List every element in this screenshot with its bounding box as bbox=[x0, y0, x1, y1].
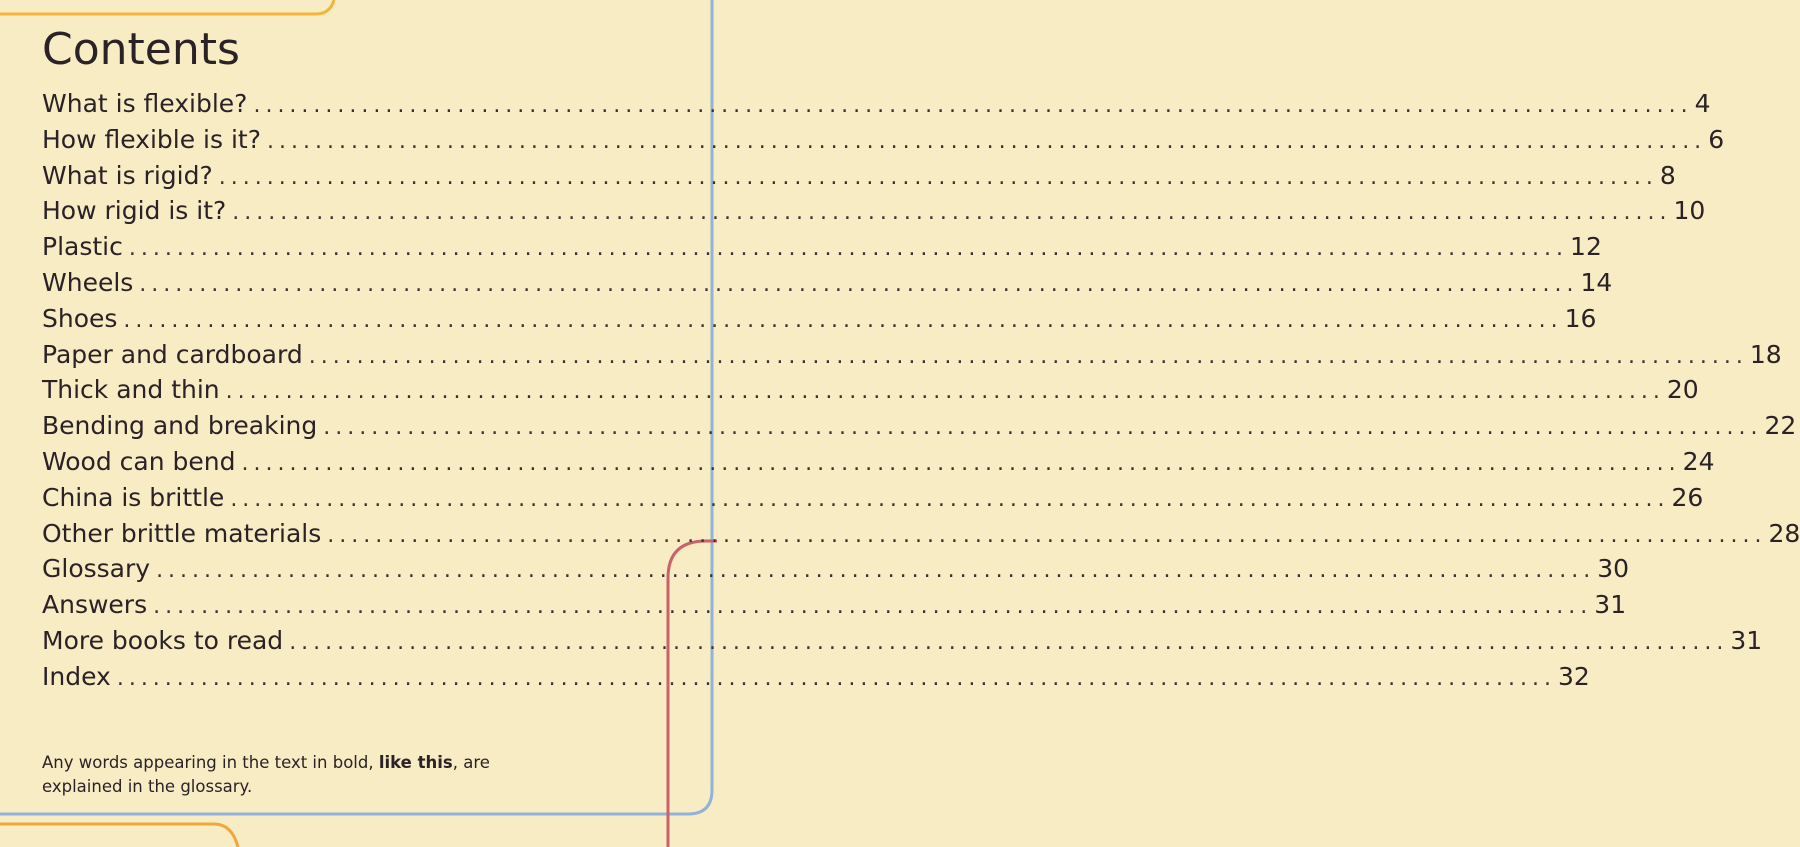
toc-entry-page-number: 26 bbox=[1671, 482, 1704, 512]
toc-dot-leader: ........................................................................................................................ bbox=[232, 200, 1672, 226]
toc-entry-page-number: 18 bbox=[1749, 339, 1782, 369]
toc-dot-leader: ........................................................................................................................ bbox=[289, 629, 1729, 655]
toc-dot-leader: ........................................................................................................................ bbox=[128, 236, 1569, 262]
toc-dot-leader: ........................................................................................................................ bbox=[123, 307, 1563, 333]
toc-entry-title: Index bbox=[42, 661, 111, 691]
bottom-orange-frame-line bbox=[0, 824, 238, 847]
top-orange-frame-line bbox=[0, 0, 334, 14]
toc-entry bbox=[42, 158, 1676, 194]
toc-entry-page-number: 20 bbox=[1666, 375, 1699, 405]
toc-entry-page-number: 32 bbox=[1558, 661, 1590, 691]
toc-entry-page-number: 14 bbox=[1580, 267, 1613, 297]
toc-entry-page-number: 16 bbox=[1564, 303, 1597, 333]
table-of-contents bbox=[42, 86, 1800, 695]
toc-entry bbox=[42, 408, 1797, 444]
glossary-note-text-end: , are explained in the glossary. bbox=[42, 752, 490, 796]
toc-entry bbox=[42, 122, 1725, 158]
toc-dot-leader: ........................................................................................................................ bbox=[327, 522, 1767, 548]
toc-entry-page-number: 10 bbox=[1673, 196, 1706, 226]
toc-dot-leader: ........................................................................................................................ bbox=[139, 271, 1579, 297]
toc-dot-leader: ........................................................................................................................ bbox=[253, 93, 1693, 118]
toc-entry-page-number: 4 bbox=[1694, 89, 1711, 118]
toc-entry-title: What is flexible? bbox=[42, 89, 248, 118]
toc-entry-title: How flexible is it? bbox=[42, 124, 261, 154]
toc-entry bbox=[42, 229, 1602, 265]
toc-entry bbox=[42, 265, 1613, 301]
toc-entry bbox=[42, 659, 1590, 695]
toc-entry-title: Other brittle materials bbox=[42, 518, 322, 548]
toc-entry-page-number: 22 bbox=[1764, 411, 1797, 441]
toc-entry bbox=[42, 623, 1763, 659]
toc-entry-title: What is rigid? bbox=[42, 160, 213, 190]
toc-entry-page-number: 6 bbox=[1708, 124, 1725, 154]
toc-entry-page-number: 30 bbox=[1597, 554, 1630, 584]
toc-entry bbox=[42, 337, 1782, 373]
toc-entry bbox=[42, 551, 1630, 587]
toc-dot-leader: ........................................................................................................................ bbox=[241, 450, 1681, 476]
toc-entry-title: More books to read bbox=[42, 625, 284, 655]
toc-entry-title: Wheels bbox=[42, 267, 134, 297]
toc-entry-title: Shoes bbox=[42, 303, 118, 333]
toc-entry-title: Answers bbox=[42, 590, 148, 620]
page-title: Contents bbox=[42, 24, 240, 75]
glossary-note-text: Any words appearing in the text in bold, bbox=[42, 752, 379, 772]
toc-entry bbox=[42, 480, 1704, 516]
toc-entry-title: Wood can bend bbox=[42, 446, 236, 476]
glossary-note bbox=[42, 751, 562, 799]
toc-entry-page-number: 31 bbox=[1730, 625, 1763, 655]
toc-entry bbox=[42, 86, 1711, 122]
toc-dot-leader: ........................................................................................................................ bbox=[116, 665, 1557, 691]
toc-entry bbox=[42, 587, 1627, 623]
toc-entry-title: Thick and thin bbox=[42, 375, 220, 405]
toc-entry-page-number: 24 bbox=[1682, 446, 1715, 476]
toc-entry-title: Paper and cardboard bbox=[42, 339, 303, 369]
toc-entry bbox=[42, 193, 1706, 229]
toc-dot-leader: ........................................................................................................................ bbox=[156, 558, 1596, 584]
toc-entry bbox=[42, 372, 1699, 408]
toc-entry-title: How rigid is it? bbox=[42, 196, 227, 226]
glossary-note-bold-example: like this bbox=[378, 752, 453, 772]
toc-dot-leader: ........................................................................................................................ bbox=[308, 343, 1748, 369]
toc-entry-page-number: 12 bbox=[1570, 232, 1602, 262]
toc-dot-leader: ........................................................................................................................ bbox=[218, 164, 1658, 190]
toc-dot-leader: ........................................................................................................................ bbox=[323, 415, 1763, 441]
toc-entry-page-number: 31 bbox=[1594, 590, 1627, 620]
toc-entry-title: Glossary bbox=[42, 554, 151, 584]
toc-entry-title: China is brittle bbox=[42, 482, 225, 512]
toc-entry-page-number: 8 bbox=[1659, 160, 1676, 190]
toc-dot-leader: ........................................................................................................................ bbox=[267, 128, 1707, 154]
toc-dot-leader: ........................................................................................................................ bbox=[225, 379, 1665, 405]
toc-entry bbox=[42, 301, 1597, 337]
toc-entry bbox=[42, 516, 1800, 552]
toc-dot-leader: ........................................................................................................................ bbox=[153, 594, 1593, 620]
toc-entry-page-number: 28 bbox=[1768, 518, 1800, 548]
toc-entry-title: Bending and breaking bbox=[42, 411, 318, 441]
toc-dot-leader: ........................................................................................................................ bbox=[230, 486, 1670, 512]
toc-entry-title: Plastic bbox=[42, 232, 123, 262]
toc-entry bbox=[42, 444, 1715, 480]
